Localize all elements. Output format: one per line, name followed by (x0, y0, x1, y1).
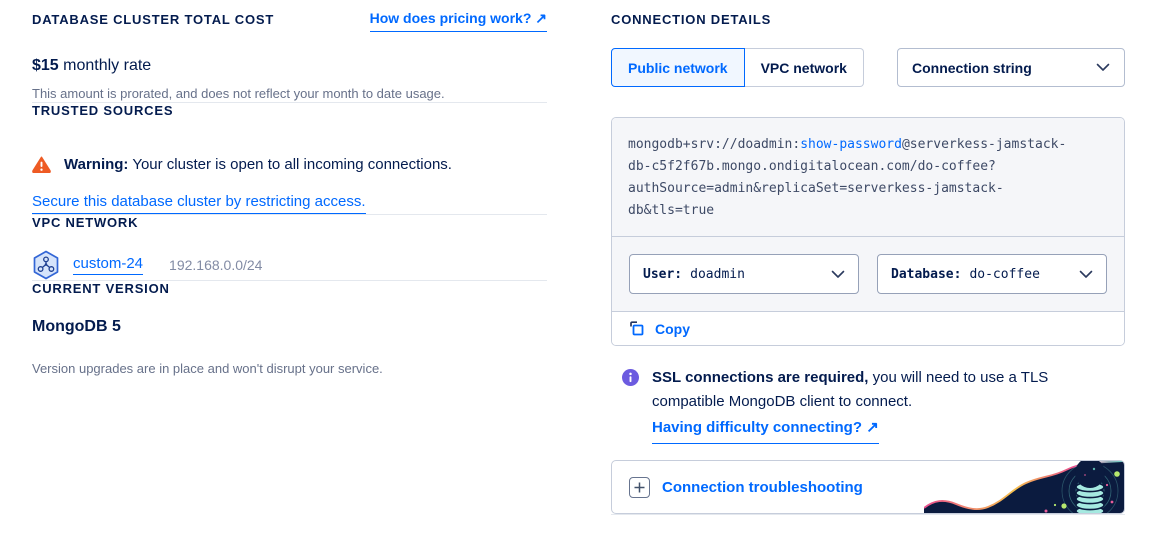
format-select-value: Connection string (912, 59, 1032, 76)
secure-cluster-link[interactable]: Secure this database cluster by restricting access. (32, 193, 366, 214)
connection-troubleshooting-panel[interactable] (611, 460, 1125, 514)
current-version-heading: CURRENT VERSION (32, 281, 170, 296)
external-link-icon: ↗ (535, 10, 547, 26)
tab-public-network[interactable]: Public network (611, 48, 745, 87)
vpc-hexagon-icon (32, 250, 60, 280)
ssl-link-line (652, 416, 1070, 444)
connection-string-panel (611, 117, 1125, 346)
chevron-down-icon (1096, 63, 1110, 72)
cost-header-row (32, 12, 547, 32)
tab-vpc-network[interactable]: VPC network (745, 48, 864, 87)
connection-string-section (612, 118, 1124, 237)
chevron-down-icon (831, 270, 845, 279)
difficulty-connecting-link[interactable] (652, 416, 879, 444)
info-icon (622, 369, 639, 444)
cluster-overview-column (32, 0, 547, 377)
connection-details-heading: CONNECTION DETAILS (611, 12, 772, 27)
connection-controls-row (611, 48, 1125, 87)
network-tab-group (611, 48, 864, 87)
prorated-note: This amount is prorated, and does not reflect your month to date usage. (32, 86, 445, 101)
vpc-ip-range: 192.168.0.0/24 (169, 257, 263, 273)
connection-params-section (612, 237, 1124, 312)
connection-format-select[interactable] (897, 48, 1125, 87)
database-select[interactable] (877, 254, 1107, 294)
monthly-rate-line (32, 57, 547, 75)
copy-button-label: Copy (655, 320, 690, 337)
database-select-label: Database: (891, 266, 962, 282)
copy-button[interactable] (612, 312, 1124, 345)
price-value: $15 (32, 57, 59, 74)
connection-string-suffix: @serverkess-jamstack-db-c5f2f67b.mongo.ondigitalocean.com/do-coffee?authSource=admin&replicaSet=serverkess-jamstack-db&tls=true (628, 137, 1067, 218)
vpc-network-row (32, 250, 547, 280)
version-upgrade-note: Version upgrades are in place and won't disrupt your service. (32, 361, 383, 376)
vpc-network-heading: VPC NETWORK (32, 215, 139, 230)
connection-string-code (628, 134, 1078, 222)
ssl-note-bold: SSL connections are required, (652, 369, 869, 386)
cost-section-heading: DATABASE CLUSTER TOTAL COST (32, 12, 275, 27)
price-suffix: monthly rate (58, 57, 152, 74)
difficulty-link-label: Having difficulty connecting? (652, 419, 863, 436)
database-select-value: do-coffee (969, 266, 1040, 282)
troubleshooting-label[interactable]: Connection troubleshooting (662, 478, 863, 496)
copy-icon (628, 320, 645, 337)
troubleshooting-illustration (924, 461, 1124, 513)
warning-icon (32, 156, 51, 173)
external-link-icon: ↗ (866, 419, 879, 436)
user-select-value: doadmin (690, 266, 745, 282)
user-select[interactable] (629, 254, 859, 294)
trusted-sources-heading: TRUSTED SOURCES (32, 103, 174, 118)
ssl-requirement-note (611, 366, 1125, 444)
show-password-link[interactable]: show-password (800, 137, 902, 152)
connection-details-column (611, 0, 1125, 515)
ssl-note-rest: you will need to use a TLS compatible MongoDB client to connect. (652, 369, 1049, 410)
warning-label: Warning: (64, 156, 129, 173)
vpc-network-link[interactable]: custom-24 (73, 255, 143, 275)
chevron-down-icon (1079, 270, 1093, 279)
warning-text (64, 156, 452, 173)
connection-string-prefix: mongodb+srv://doadmin: (628, 137, 801, 152)
ssl-note-text (652, 366, 1070, 444)
user-select-label: User: (643, 266, 683, 282)
pricing-info-link[interactable] (370, 10, 547, 32)
database-version: MongoDB 5 (32, 318, 121, 335)
trusted-sources-warning (32, 156, 547, 173)
divider (611, 514, 1125, 515)
expand-plus-icon[interactable] (629, 477, 650, 498)
warning-message: Your cluster is open to all incoming connections. (128, 156, 452, 173)
pricing-link-label: How does pricing work? (369, 10, 532, 26)
